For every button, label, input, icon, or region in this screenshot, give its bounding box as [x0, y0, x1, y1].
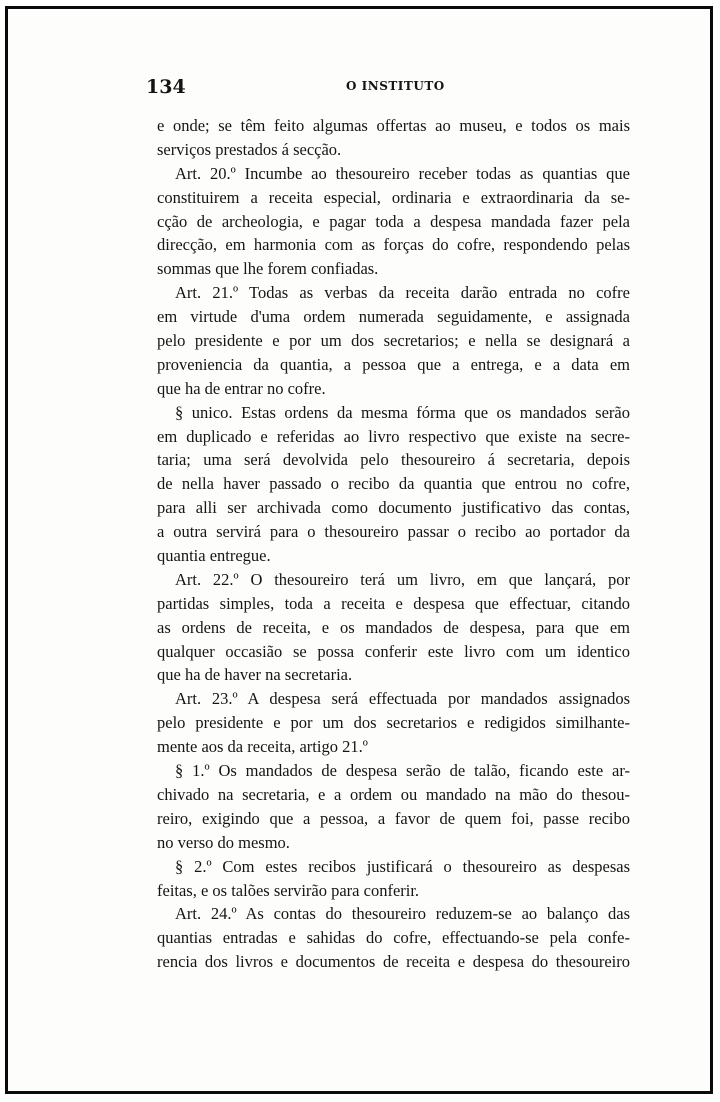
text-line: pelo presidente e por um dos secretarios e redigidos similhante- — [157, 713, 630, 733]
text-line: § unico. Estas ordens da mesma fórma que os mandados serão — [175, 402, 630, 422]
text-line: cção de archeologia, e pagar toda a despesa mandada fazer pela — [157, 211, 630, 231]
running-title: O INSTITUTO — [346, 79, 445, 93]
text-line: quantias entradas e sahidas do cofre, effectuando-se pela confe- — [157, 928, 630, 948]
text-line: no verso do mesmo. — [157, 832, 290, 852]
text-line: rencia dos livros e documentos de receita e despesa do thesoureiro — [157, 952, 630, 972]
text-line: Art. 21.º Todas as verbas da receita darão entrada no cofre — [175, 283, 630, 303]
text-line: a outra servirá para o thesoureiro passar o recibo ao portador da — [157, 522, 630, 542]
text-line: chivado na secretaria, e a ordem ou mandado na mão do thesou- — [157, 784, 630, 804]
text-line: sommas que lhe forem confiadas. — [157, 259, 379, 279]
text-line: quantia entregue. — [157, 546, 271, 566]
text-line: proveniencia da quantia, a pessoa que a entrega, e a data em — [157, 354, 630, 374]
text-line: direcção, em harmonia com as forças do cofre, respondendo pelas — [157, 235, 630, 255]
text-line: taria; uma será devolvida pelo thesoureiro á secretaria, depois — [157, 450, 630, 470]
page-number: 134 — [146, 76, 186, 98]
page-header — [146, 76, 636, 100]
text-line: as ordens de receita, e os mandados de despesa, para que em — [157, 617, 630, 637]
text-line: que ha de entrar no cofre. — [157, 378, 326, 398]
text-line: Art. 22.º O thesoureiro terá um livro, em que lançará, por — [175, 569, 630, 589]
text-line: feitas, e os talões servirão para conferir. — [157, 880, 420, 900]
text-line: qualquer occasião se possa conferir este livro com um identico — [157, 641, 630, 661]
text-line: reiro, exigindo que a pessoa, a favor de quem foi, passe recibo — [157, 808, 630, 828]
text-line: Art. 24.º As contas do thesoureiro reduzem-se ao balanço das — [175, 904, 630, 924]
text-line: de nella haver passado o recibo da quantia que entrou no cofre, — [157, 474, 630, 494]
text-line: Art. 20.º Incumbe ao thesoureiro receber todas as quantias que — [175, 163, 630, 183]
body-text — [157, 114, 630, 974]
text-line: que ha de haver na secretaria. — [157, 665, 353, 685]
text-line: mente aos da receita, artigo 21.º — [157, 737, 368, 757]
text-line: § 1.º Os mandados de despesa serão de talão, ficando este ar- — [175, 761, 630, 781]
text-line: para alli ser archivada como documento justificativo das contas, — [157, 498, 630, 518]
text-line: Art. 23.º A despesa será effectuada por mandados assignados — [175, 689, 630, 709]
text-line: constituirem a receita especial, ordinaria e extraordinaria da se- — [157, 187, 630, 207]
text-line: e onde; se têm feito algumas offertas ao museu, e todos os mais — [157, 116, 630, 135]
text-line: § 2.º Com estes recibos justificará o thesoureiro as despesas — [175, 856, 630, 876]
text-line: serviços prestados á secção. — [157, 139, 342, 159]
text-line: em virtude d'uma ordem numerada seguidamente, e assignada — [157, 307, 630, 327]
text-line: pelo presidente e por um dos secretarios; e nella se designará a — [157, 331, 630, 351]
text-line: partidas simples, toda a receita e despesa que effectuar, citando — [157, 593, 630, 613]
text-line: em duplicado e referidas ao livro respectivo que existe na secre- — [157, 426, 630, 446]
